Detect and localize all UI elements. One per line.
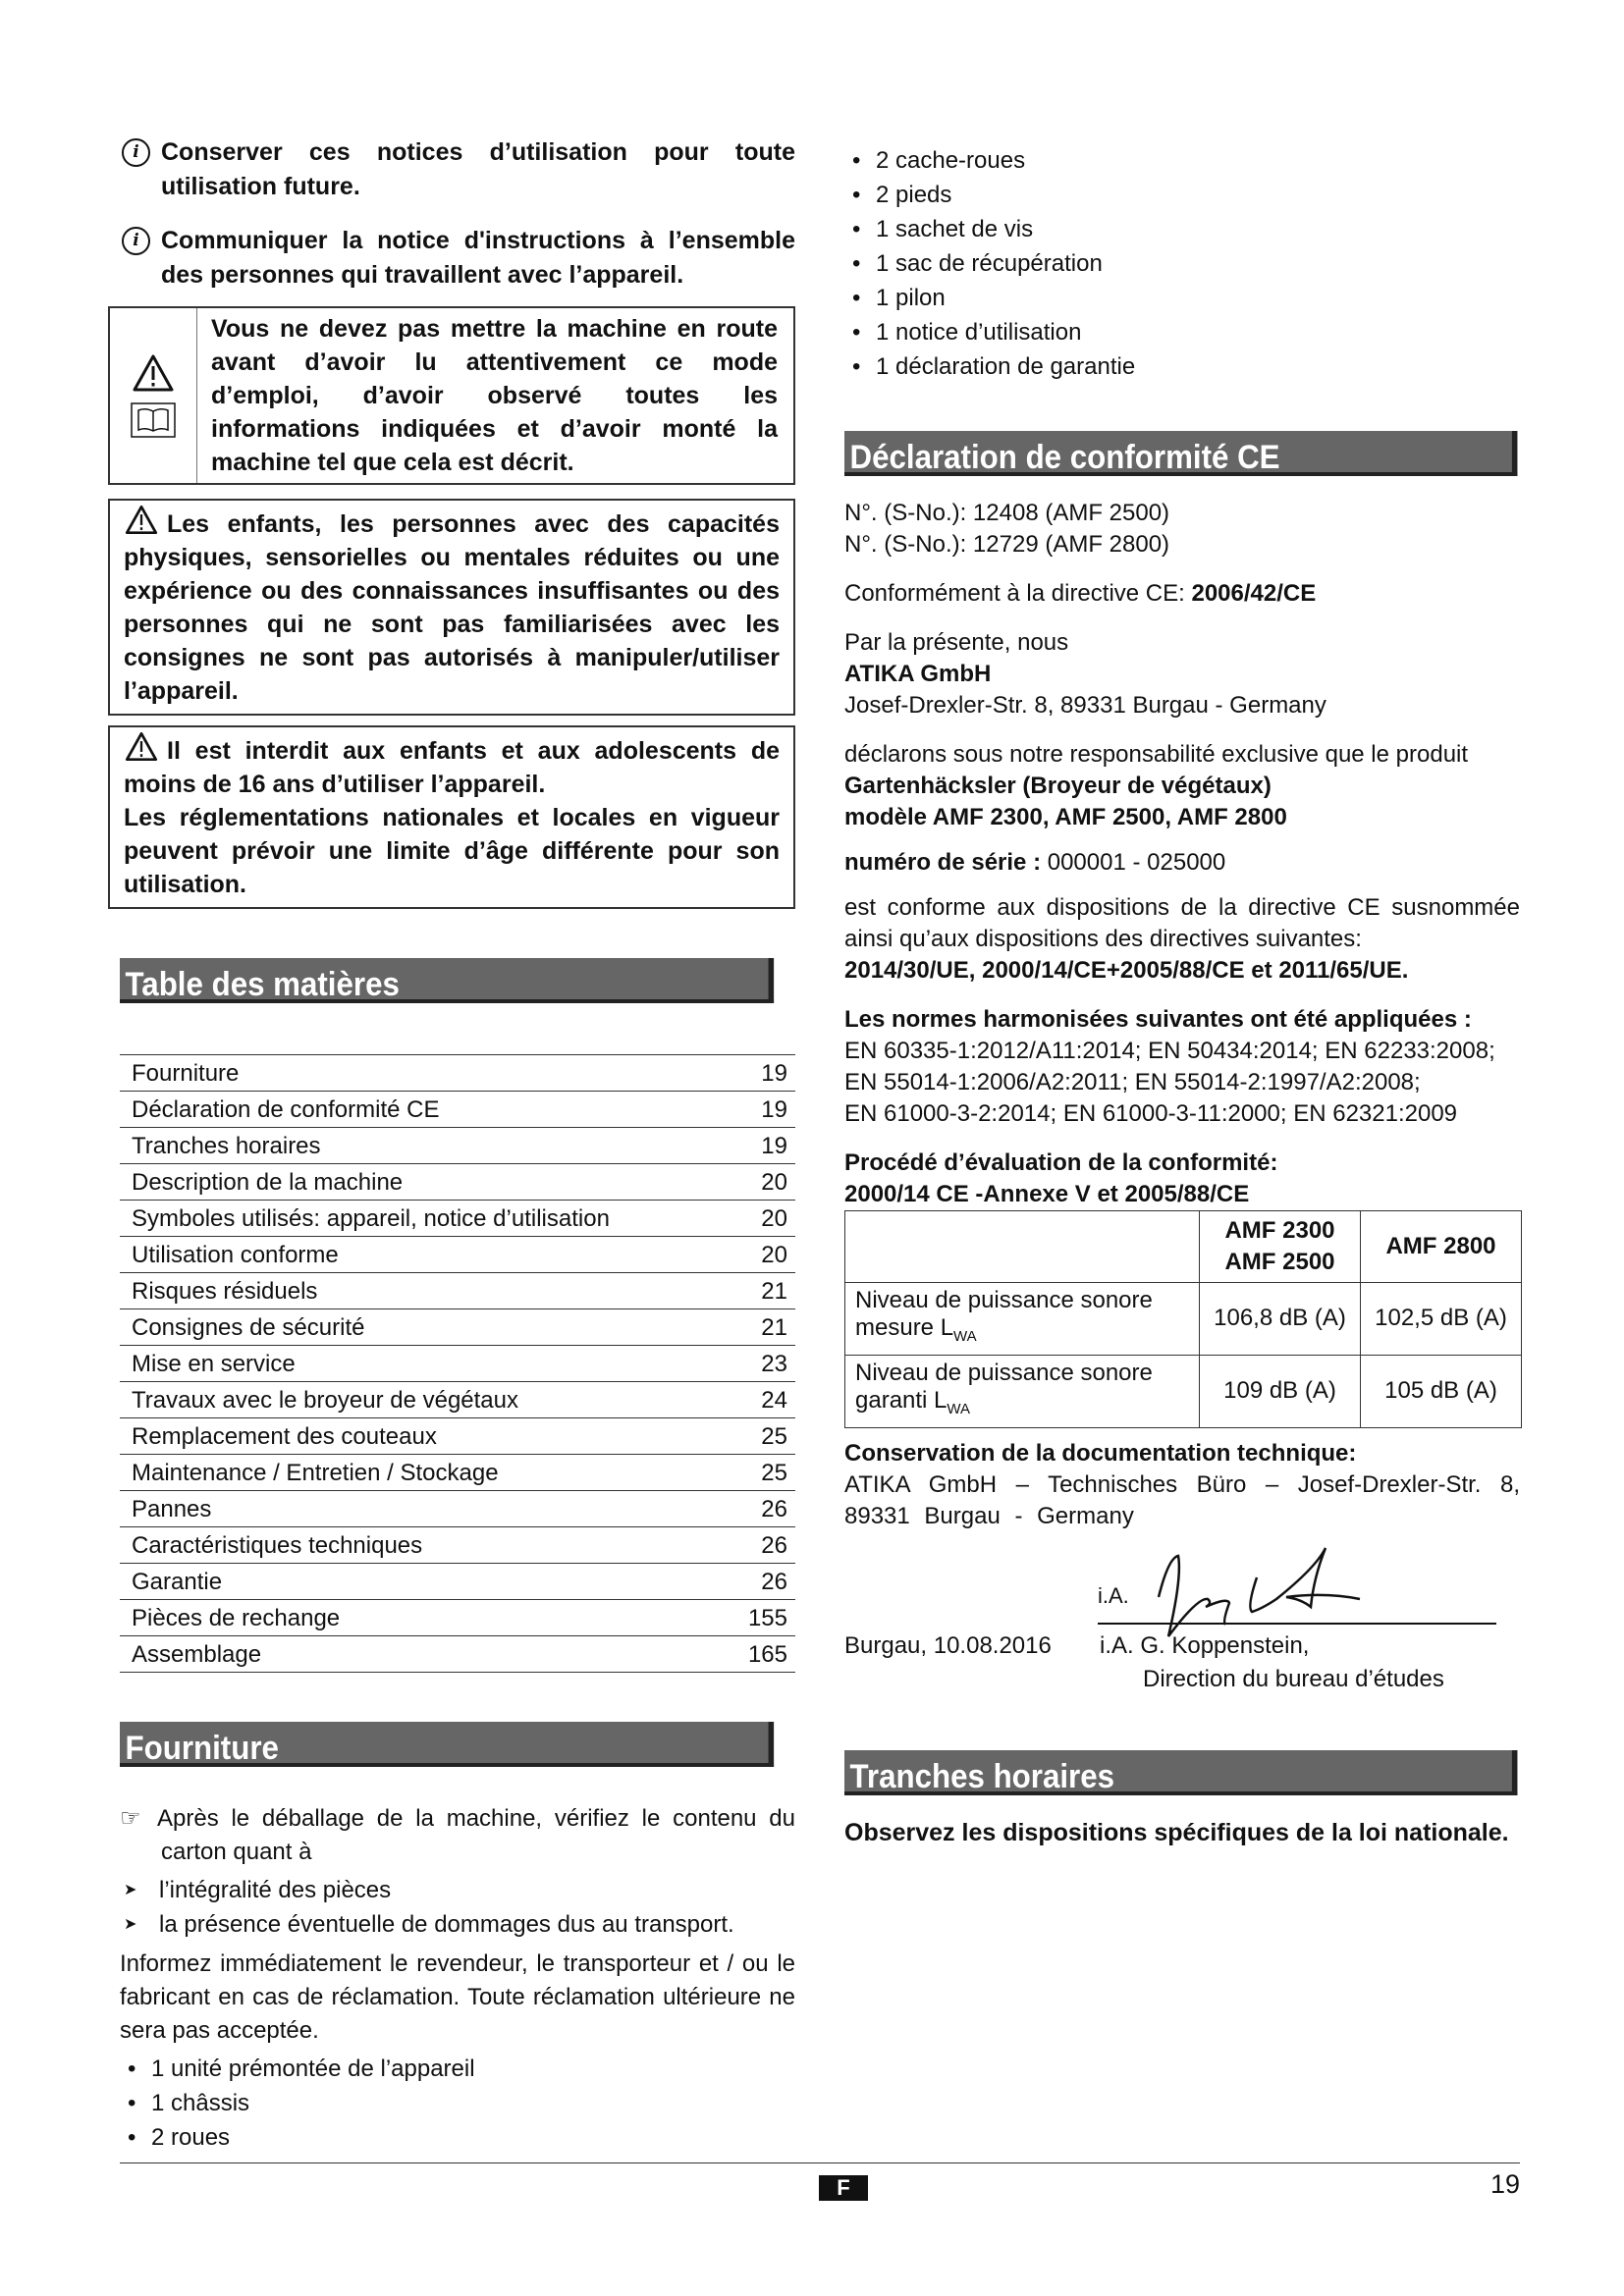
toc-entry-page: 23: [761, 1351, 787, 1377]
toc-entry-page: 26: [761, 1569, 787, 1595]
info-note-text: Conserver ces notices d’utilisation pour toute utilisation future.: [161, 138, 795, 200]
procedure-value: 2000/14 CE -Annexe V et 2005/88/CE: [844, 1181, 1250, 1207]
norm-line: EN 55014-1:2006/A2:2011; EN 55014-2:1997/A2:2008;: [844, 1069, 1421, 1095]
right-column: [844, 143, 1520, 1847]
toc-entry-page: 165: [747, 1641, 787, 1668]
pointing-hand-icon: ☞: [120, 1805, 141, 1832]
toc-entry-label: Consignes de sécurité: [132, 1314, 365, 1341]
toc-entry[interactable]: [120, 1346, 795, 1382]
toc-entry-page: 24: [761, 1387, 787, 1414]
section-title-declaration: Déclaration de conformité CE: [844, 431, 1517, 476]
table-header: AMF 2300 AMF 2500: [1200, 1211, 1361, 1283]
toc-entry-label: Assemblage: [132, 1641, 262, 1668]
tranches-text: Observez les dispositions spécifiques de la loi nationale.: [844, 1818, 1509, 1846]
table-row: Niveau de puissance sonore mesure $L_{WA}$ 106,8 dB (A) 102,5 dB (A): [845, 1283, 1522, 1356]
toc-entry-page: 20: [761, 1169, 787, 1196]
list-item: • 1 déclaration de garantie: [844, 349, 1520, 384]
manual-book-icon: [131, 402, 176, 438]
toc-entry-page: 155: [747, 1605, 787, 1631]
toc-entry[interactable]: [120, 1636, 795, 1673]
list-item: • 1 unité prémontée de l’appareil: [120, 2052, 795, 2086]
toc-entry[interactable]: [120, 1527, 795, 1564]
toc-entry-page: 19: [761, 1133, 787, 1159]
list-item: • 1 sac de récupération: [844, 246, 1520, 281]
info-icon: i: [122, 138, 150, 167]
documentation-address: ATIKA GmbH – Technisches Büro – Josef-Drexler-Str. 8, 89331 Burgau - Germany: [844, 1470, 1520, 1529]
declaration-statement: déclarons sous notre responsabilité exclusive que le produit: [844, 741, 1469, 768]
toc-entry-page: 20: [761, 1205, 787, 1232]
table-cell: 106,8 dB (A): [1200, 1283, 1361, 1356]
toc-entry-label: Caractéristiques techniques: [132, 1532, 423, 1559]
toc-entry[interactable]: [120, 1309, 795, 1346]
toc-entry-label: Travaux avec le broyeur de végétaux: [132, 1387, 518, 1414]
language-badge: F: [819, 2175, 868, 2201]
toc-entry-page: 20: [761, 1242, 787, 1268]
toc-entry[interactable]: [120, 1273, 795, 1309]
warning-text: Les enfants, les personnes avec des capacités physiques, sensorielles ou mentales réduites ou une expérience ou des connaissances insuffisantes ou des personnes qui ne sont pas familiarisées avec les consignes ne sont pas autorisés à manipuler/utiliser l’appareil.: [124, 510, 780, 705]
toc-entry-page: 21: [761, 1278, 787, 1305]
toc-entry-label: Description de la machine: [132, 1169, 404, 1196]
company-name: ATIKA GmbH: [844, 661, 992, 687]
table-cell: 105 dB (A): [1361, 1355, 1522, 1427]
product-name: Gartenhäcksler (Broyeur de végétaux): [844, 773, 1272, 799]
list-item: • 1 notice d’utilisation: [844, 315, 1520, 349]
toc-entry[interactable]: [120, 1237, 795, 1273]
toc-entry-label: Risques résiduels: [132, 1278, 318, 1305]
toc-entry-label: Tranches horaires: [132, 1133, 321, 1159]
toc-entry-label: Pannes: [132, 1496, 212, 1522]
place-date: Burgau, 10.08.2016: [844, 1631, 1052, 1659]
signer-name: i.A. G. Koppenstein,: [1100, 1631, 1310, 1659]
procedure-title: Procédé d’évaluation de la conformité:: [844, 1149, 1278, 1176]
toc-entry-label: Utilisation conforme: [132, 1242, 339, 1268]
warning-text: Il est interdit aux enfants et aux adolescents de moins de 16 ans d’utiliser l’appareil.: [124, 737, 780, 798]
list-item: • 1 sachet de vis: [844, 212, 1520, 246]
section-title-toc: Table des matières: [120, 958, 774, 1003]
section-title-fourniture: Fourniture: [120, 1722, 774, 1767]
toc-entry-label: Remplacement des couteaux: [132, 1423, 437, 1450]
info-icon: i: [122, 227, 150, 255]
norms-title: Les normes harmonisées suivantes ont été appliquées :: [844, 1006, 1472, 1033]
toc-entry-label: Maintenance / Entretien / Stockage: [132, 1460, 499, 1486]
table-of-contents: [120, 1054, 795, 1673]
toc-entry[interactable]: [120, 1201, 795, 1237]
warning-text: Vous ne devez pas mettre la machine en route avant d’avoir lu attentivement ce mode d’emploi, d’avoir observé toutes les informations indiquées et d’avoir monté la machine tel que cela est décrit.: [211, 315, 778, 476]
warning-read-manual: [108, 306, 795, 485]
fourniture-notice: Informez immédiatement le revendeur, le transporteur et / ou le fabricant en cas de réclamation. Toute réclamation ultérieure ne sera pas acceptée.: [120, 1950, 795, 2044]
serial-range: 000001 - 025000: [1047, 849, 1226, 876]
toc-entry-label: Symboles utilisés: appareil, notice d’utilisation: [132, 1205, 610, 1232]
toc-entry-page: 19: [761, 1060, 787, 1087]
left-column: [108, 135, 795, 2155]
directives-list: 2014/30/UE, 2000/14/CE+2005/88/CE et 2011/65/UE.: [844, 957, 1409, 984]
list-item: • 2 cache-roues: [844, 143, 1520, 178]
directive-label: Conformément à la directive CE:: [844, 580, 1192, 607]
toc-entry[interactable]: [120, 1164, 795, 1201]
list-item: • 2 roues: [120, 2120, 795, 2155]
toc-entry-label: Garantie: [132, 1569, 223, 1595]
toc-entry-label: Fourniture: [132, 1060, 240, 1087]
toc-entry[interactable]: [120, 1092, 795, 1128]
signer-role: Direction du bureau d’études: [1143, 1665, 1444, 1692]
declaration-intro: Par la présente, nous: [844, 629, 1069, 656]
toc-entry[interactable]: [120, 1455, 795, 1491]
toc-entry[interactable]: [120, 1055, 795, 1092]
list-item: ➤ l’intégralité des pièces: [120, 1873, 795, 1907]
toc-entry-label: Mise en service: [132, 1351, 296, 1377]
warning-triangle-icon: [132, 353, 175, 393]
toc-entry-page: 19: [761, 1096, 787, 1123]
toc-entry[interactable]: [120, 1418, 795, 1455]
warning-triangle-icon: [124, 505, 159, 535]
fourniture-checks: [120, 1873, 795, 1942]
warning-children: [108, 499, 795, 716]
page-number: 19: [1489, 2169, 1520, 2199]
toc-entry[interactable]: [120, 1600, 795, 1636]
list-item: • 2 pieds: [844, 178, 1520, 212]
info-note-2: [108, 224, 795, 293]
sound-level-table: [844, 1210, 1522, 1428]
info-note-text: Communiquer la notice d'instructions à l’ensemble des personnes qui travaillent avec l’appareil.: [161, 227, 795, 289]
signature-block: [844, 1538, 1520, 1715]
toc-entry-page: 21: [761, 1314, 787, 1341]
fourniture-intro: Après le déballage de la machine, vérifiez le contenu du carton quant à: [157, 1805, 795, 1865]
warning-age: [108, 725, 795, 909]
directive-value: 2006/42/CE: [1191, 580, 1317, 607]
serial-label: numéro de série :: [844, 849, 1048, 876]
toc-entry-page: 25: [761, 1423, 787, 1450]
product-models: modèle AMF 2300, AMF 2500, AMF 2800: [844, 804, 1287, 830]
warning-text: Les réglementations nationales et locales en vigueur peuvent prévoir une limite d’âge différente pour son utilisation.: [124, 804, 780, 898]
toc-entry-page: 26: [761, 1496, 787, 1522]
list-item: • 1 châssis: [120, 2086, 795, 2120]
toc-entry[interactable]: [120, 1128, 795, 1164]
fourniture-section: [108, 1802, 795, 2155]
toc-entry-page: 25: [761, 1460, 787, 1486]
ia-label: i.A.: [1098, 1582, 1129, 1608]
fourniture-items-left: [120, 2052, 795, 2155]
table-header: AMF 2800: [1361, 1211, 1522, 1283]
toc-entry[interactable]: [120, 1564, 795, 1600]
norm-line: EN 61000-3-2:2014; EN 61000-3-11:2000; EN 62321:2009: [844, 1100, 1458, 1127]
table-row: Niveau de puissance sonore garanti $L_{WA}$ 109 dB (A) 105 dB (A): [845, 1355, 1522, 1427]
list-item: ➤ la présence éventuelle de dommages dus au transport.: [120, 1907, 795, 1942]
serial-number: N°. (S-No.): 12729 (AMF 2800): [844, 531, 1170, 558]
list-item: • 1 pilon: [844, 281, 1520, 315]
toc-entry-page: 26: [761, 1532, 787, 1559]
norm-line: EN 60335-1:2012/A11:2014; EN 50434:2014; EN 62233:2008;: [844, 1038, 1495, 1064]
section-title-tranches: Tranches horaires: [844, 1750, 1517, 1795]
toc-entry[interactable]: [120, 1491, 795, 1527]
conformity-text: est conforme aux dispositions de la directive CE susnommée ainsi qu’aux dispositions des directives suivantes:: [844, 894, 1520, 952]
info-note-1: [108, 135, 795, 204]
serial-number: N°. (S-No.): 12408 (AMF 2500): [844, 500, 1170, 526]
signature-image: [1139, 1538, 1365, 1646]
toc-entry[interactable]: [120, 1382, 795, 1418]
toc-entry-label: Pièces de rechange: [132, 1605, 341, 1631]
table-cell: 109 dB (A): [1200, 1355, 1361, 1427]
warning-triangle-icon: [124, 731, 159, 762]
toc-entry-label: Déclaration de conformité CE: [132, 1096, 440, 1123]
company-address: Josef-Drexler-Str. 8, 89331 Burgau - Germany: [844, 692, 1326, 719]
table-cell: 102,5 dB (A): [1361, 1283, 1522, 1356]
documentation-title: Conservation de la documentation technique:: [844, 1439, 1357, 1467]
declaration-section: [844, 498, 1520, 1715]
fourniture-items-right: [844, 143, 1520, 384]
